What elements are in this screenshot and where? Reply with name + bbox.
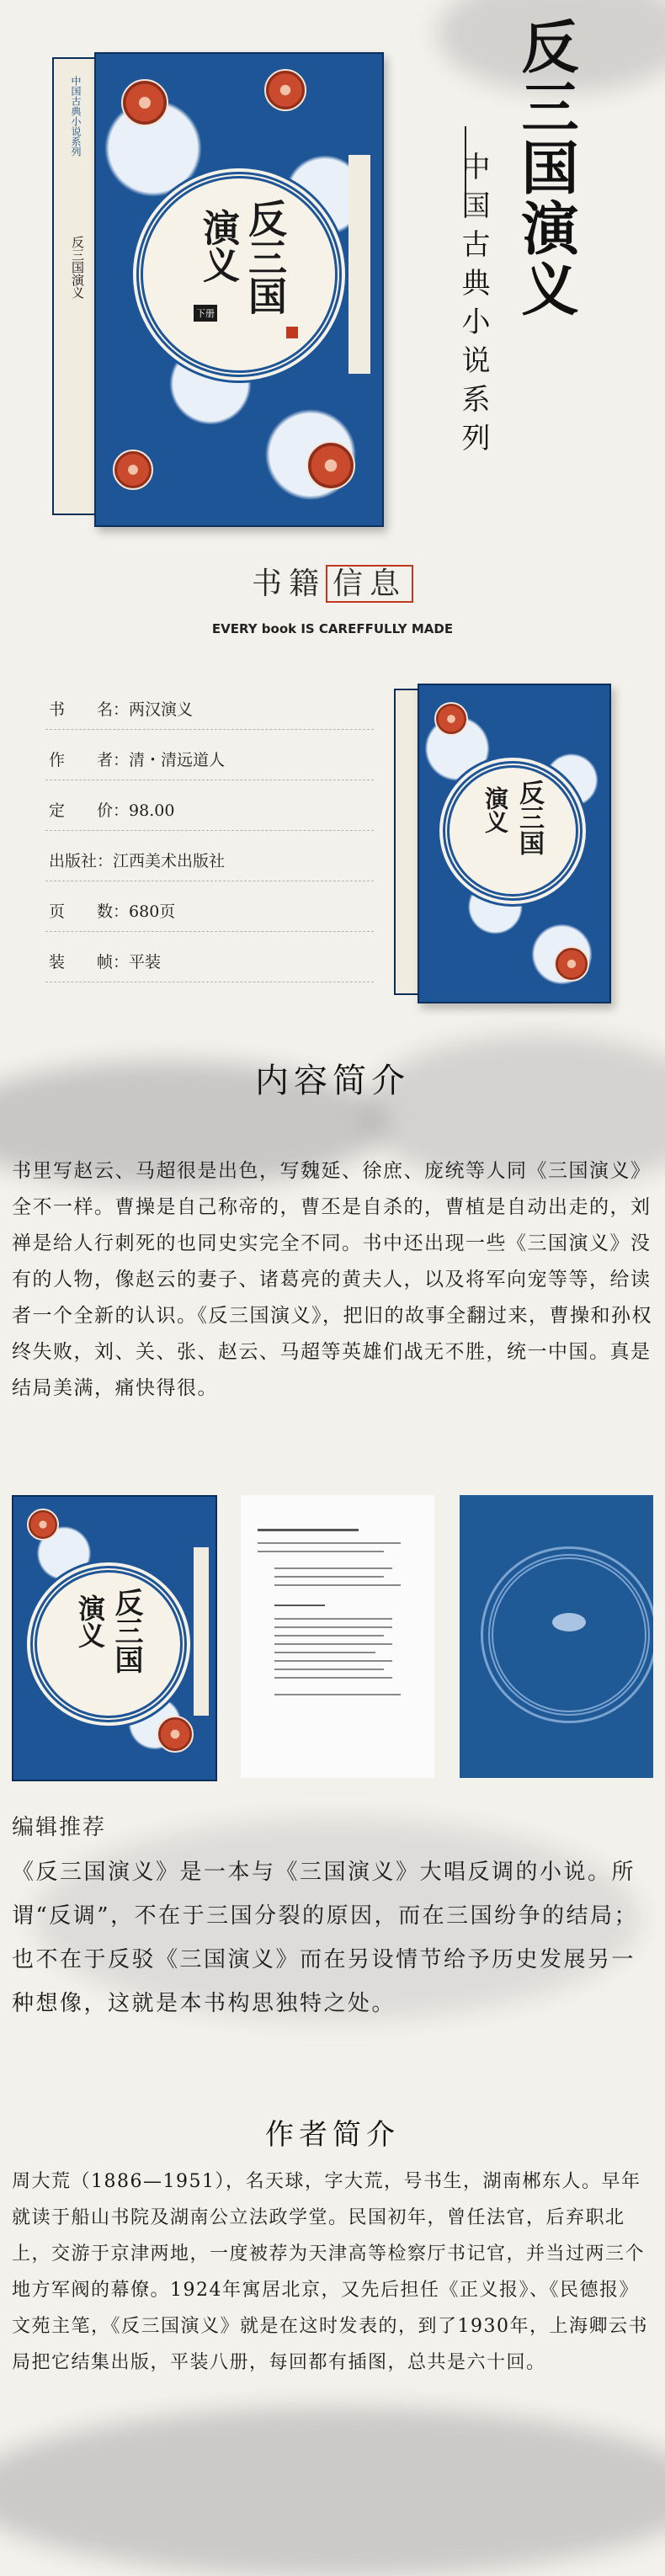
crane-motif — [552, 1613, 586, 1631]
spine-series: 中国古典小说系列 — [70, 76, 82, 157]
text-line — [258, 1529, 359, 1531]
editor-heading: 编辑推荐 — [12, 1815, 107, 1840]
info-row-price: 定 价：98.00 — [49, 801, 175, 820]
hero-series: 中国古典小说系列 — [456, 152, 490, 461]
image-cover-back — [460, 1495, 653, 1778]
cover-title-left: 演义 — [196, 209, 239, 283]
flower-ornament — [157, 1716, 194, 1753]
cover-title-left: 演义 — [74, 1594, 106, 1648]
flower-ornament — [554, 946, 589, 982]
info-row-publisher: 出版社：江西美术出版社 — [49, 852, 226, 870]
flower-ornament — [264, 69, 306, 111]
flower-ornament — [113, 450, 153, 490]
author-text: 周大荒（1886—1951），名天球，字大荒，号书生，湖南郴东人。早年就读于船山书院及湖南公立法政学堂。民国初年，曾任法官，后弃职北上，交游于京津两地，一度被荐为天津高等检察厅书记官，并当过两三个地方军阀的幕僚。1924年寓居北京，又先后担任《正义报》、《民德报》文苑主笔，《反三国演义》就是在这时发表的，到了1930年，上海卿云书局把它结集出版，平装八册，每回都有插图，总共是六十回。 — [12, 2171, 648, 2373]
book-cover-front — [94, 52, 384, 527]
flower-ornament — [434, 702, 468, 736]
flower-ornament — [306, 441, 355, 490]
content-intro-heading: 内容简介 — [255, 1062, 410, 1100]
info-row-author: 作 者：清・清远道人 — [49, 751, 226, 769]
text-line — [258, 1551, 384, 1552]
info-divider — [45, 729, 374, 730]
cover-title-left: 演义 — [481, 786, 509, 833]
spine-title: 反三国演义 — [70, 236, 85, 299]
cover-medallion — [136, 172, 342, 377]
info-row-binding: 装 帧：平装 — [49, 953, 162, 971]
back-medallion — [488, 1554, 650, 1716]
cover-side-panel — [348, 155, 370, 374]
image-cover-front — [12, 1495, 217, 1781]
book-info-heading-part1: 书籍 — [251, 567, 326, 601]
info-divider — [45, 830, 374, 831]
cover-medallion — [30, 1566, 187, 1722]
volume-seal: 下册 — [194, 305, 217, 322]
text-line — [274, 1652, 375, 1653]
info-row-pages: 页 数：680页 — [49, 902, 176, 921]
book-cover-small — [418, 684, 611, 1003]
book-set-small — [387, 673, 640, 1010]
info-row-title: 书 名：两汉演义 — [49, 700, 194, 719]
red-seal — [286, 327, 298, 338]
cover-side-panel — [194, 1547, 209, 1716]
info-divider — [45, 931, 374, 932]
text-line — [274, 1635, 384, 1637]
book-info-heading — [0, 560, 665, 603]
text-line — [274, 1694, 401, 1695]
cover-title-right: 反三国 — [242, 199, 288, 315]
book-info-heading-part2: 信息 — [326, 565, 413, 603]
flower-ornament — [121, 79, 168, 126]
text-line — [274, 1669, 384, 1670]
author-heading: 作者简介 — [265, 2118, 400, 2152]
text-line — [274, 1567, 392, 1569]
text-line — [274, 1643, 392, 1645]
text-line — [274, 1576, 384, 1578]
text-line — [274, 1605, 325, 1606]
text-line — [274, 1660, 392, 1662]
text-line — [274, 1677, 392, 1679]
text-line — [274, 1626, 392, 1628]
hero-book-set — [25, 34, 404, 539]
cover-medallion — [443, 761, 583, 901]
content-intro-text: 书里写赵云、马超很是出色，写魏延、徐庶、庞统等人同《三国演义》全不一样。曹操是自己称帝的，曹丕是自杀的，曹植是自动出走的，刘禅是给人行刺死的也同史实完全不同。书中还出现一些《三国演义》没有的人物，像赵云的妻子、诸葛亮的黄夫人，以及将军向宠等等，给读者一个全新的认识。《反三国演义》，把旧的故事全翻过来，曹操和孙权终失败，刘、关、张、赵云、马超等英雄们战无不胜，统一中国。真是结局美满，痛快得很。 — [12, 1160, 652, 1399]
text-line — [274, 1584, 401, 1586]
ink-wash-bottom — [0, 2408, 665, 2576]
cover-title-right: 反三国 — [109, 1588, 143, 1674]
cover-title-right: 反三国 — [514, 780, 544, 855]
flower-ornament — [27, 1509, 59, 1541]
editor-text: 《反三国演义》是一本与《三国演义》大唱反调的小说。所谓“反调”，不在于三国分裂的原因，而在三国纷争的结局；也不在于反驳《三国演义》而在另设情节给予历史发展另一种想像，这就是本书构思独特之处。 — [12, 1860, 639, 2016]
hero-title: 反三国演义 — [512, 17, 579, 320]
image-copyright-page — [241, 1495, 434, 1778]
text-line — [258, 1542, 401, 1544]
book-info-subtitle: EVERY book IS CAREFFULLY MADE — [211, 621, 454, 636]
text-line — [274, 1618, 392, 1620]
